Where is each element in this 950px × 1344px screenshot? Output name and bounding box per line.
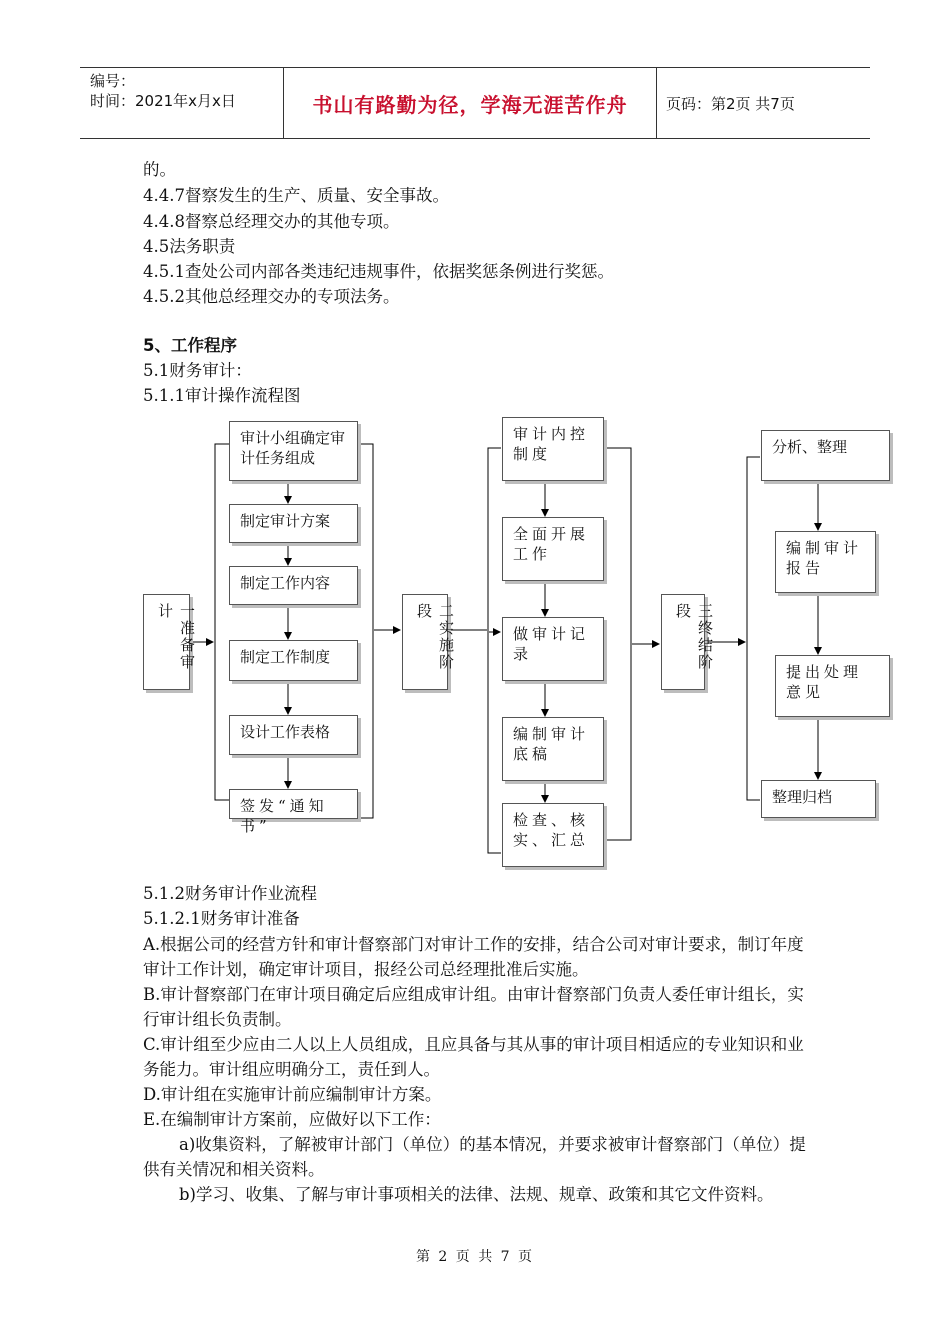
- step-audit-draft: 编制审计底稿: [502, 717, 604, 781]
- step-handling-opinion: 提出处理意见: [775, 655, 890, 717]
- paragraph-e-b: b)学习、收集、了解与审计事项相关的法律、法规、规章、政策和其它文件资料。: [179, 1185, 774, 1204]
- section-title: 5、工作程序: [143, 336, 237, 355]
- text-line: 4.5.1查处公司内部各类违纪违规事件，依据奖惩条例进行奖惩。: [143, 262, 614, 281]
- text-line: 的。: [143, 160, 176, 179]
- step-audit-plan: 制定审计方案: [229, 504, 358, 543]
- text-line: 4.4.7督察发生的生产、质量、安全事故。: [143, 186, 449, 205]
- subsection-title: 5.1.2.1财务审计准备: [143, 909, 300, 928]
- step-analyze: 分析、整理: [761, 430, 890, 481]
- paragraph-e-a: a)收集资料，了解被审计部门（单位）的基本情况，并要求被审计督察部门（单位）提供有关情况和相关资料。: [143, 1135, 806, 1179]
- step-audit-report: 编制审计报告: [775, 531, 876, 593]
- page-label: 页码：第2页 共7页: [666, 94, 795, 113]
- phase-1-box: [143, 594, 196, 690]
- text-line: 4.5.2其他总经理交办的专项法务。: [143, 287, 400, 306]
- paragraph-a: A.根据公司的经营方针和审计督察部门对审计工作的安排，结合公司对审计要求，制订年度审计工作计划，确定审计项目，报经公司总经理批准后实施。: [143, 935, 804, 979]
- step-verify-summarize: 检查、核实、汇总: [502, 803, 604, 867]
- paragraph-d: D.审计组在实施审计前应编制审计方案。: [143, 1085, 442, 1104]
- phase-2-box: [402, 594, 455, 690]
- step-work-rules: 制定工作制度: [229, 640, 358, 681]
- text-line: 4.4.8督察总经理交办的其他专项。: [143, 212, 400, 231]
- step-archive: 整理归档: [761, 780, 876, 818]
- date-label: 时间：2021年x月x日: [90, 92, 236, 110]
- subsection-title: 5.1财务审计：: [143, 361, 252, 380]
- paragraph-e: E.在编制审计方案前，应做好以下工作：: [143, 1110, 441, 1129]
- motto: 书山有路勤为径，学海无涯苦作舟: [312, 92, 628, 117]
- subsection-title: 5.1.1审计操作流程图: [143, 386, 301, 405]
- step-audit-team: 审计小组确定审计任务组成: [229, 421, 358, 481]
- step-full-work: 全面开展工作: [502, 517, 604, 581]
- doc-number-label: 编号：: [90, 72, 136, 90]
- paragraph-c: C.审计组至少应由二人以上人员组成，且应具备与其从事的审计项目相适应的专业知识和业务能力。审计组应明确分工，责任到人。: [143, 1035, 804, 1079]
- paragraph-b: B.审计督察部门在审计项目确定后应组成审计组。由审计督察部门负责人委任审计组长，实行审计组长负责制。: [143, 985, 804, 1029]
- phase-2-label: 二实施阶段: [415, 603, 455, 671]
- phase-3-box: [661, 594, 714, 690]
- phase-1-label: 一准备审计: [156, 603, 196, 671]
- step-internal-control: 审计内控制度: [502, 417, 604, 481]
- step-work-forms: 设计工作表格: [229, 715, 358, 755]
- text-line: 4.5法务职责: [143, 237, 236, 256]
- phase-3-label: 三终结阶段: [674, 603, 714, 671]
- page-footer: 第 2 页 共 7 页: [415, 1249, 535, 1265]
- step-work-content: 制定工作内容: [229, 566, 358, 605]
- step-audit-record: 做审计记录: [502, 617, 604, 681]
- subsection-title: 5.1.2财务审计作业流程: [143, 884, 317, 903]
- step-issue-notice: 签发“通知书”: [229, 789, 358, 819]
